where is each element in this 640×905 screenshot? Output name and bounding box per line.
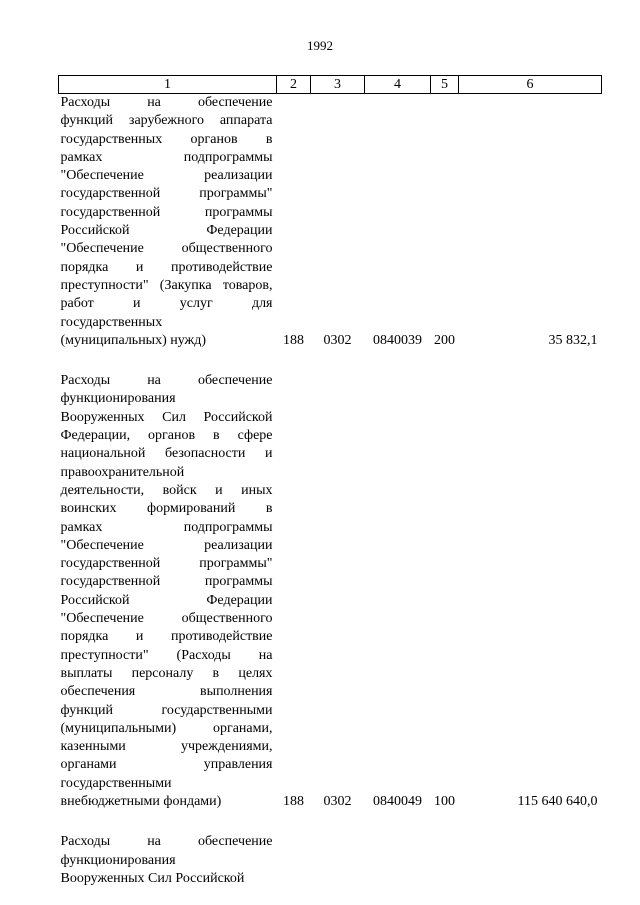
description-line: государственной программы (60, 204, 273, 220)
target-article-code (365, 833, 431, 888)
description-line: (муниципальных) нужд) (60, 332, 207, 348)
description-line: функционирования (60, 852, 176, 868)
expense-description (59, 833, 277, 888)
description-line: государственных (60, 314, 163, 330)
description-line: государственной программы (60, 574, 273, 590)
description-line: деятельности, войск и иных (60, 482, 273, 498)
amount-value: 115 640 640,0 (517, 793, 598, 809)
column-header-4: 4 (365, 76, 431, 94)
amount-value (459, 833, 602, 888)
target-article-code: 0840049 (373, 793, 422, 809)
description-line: порядка и противодействие (60, 629, 273, 645)
description-line: государственной программы" (60, 556, 273, 572)
description-line: "Обеспечение общественного (60, 241, 273, 257)
description-line: правоохранительной (60, 464, 185, 480)
description-line: Федерации, органов в сфере (60, 428, 273, 444)
description-line: государственными (60, 775, 172, 791)
description-line: (муниципальными) органами, (60, 720, 273, 736)
description-line: порядка и противодействие (60, 259, 273, 275)
description-line: работ и услуг для (60, 296, 273, 312)
description-line: обеспечения выполнения (60, 684, 273, 700)
expense-type-code (431, 833, 459, 888)
description-line: Вооруженных Сил Российской (60, 409, 273, 425)
page-number: 1992 (307, 38, 333, 53)
description-line: функций зарубежного аппарата (60, 113, 273, 129)
description-line: внебюджетными фондами) (60, 793, 222, 809)
description-line: рамках подпрограммы (60, 519, 273, 535)
description-line: органами управления (60, 757, 273, 773)
expense-type-code: 200 (434, 332, 455, 348)
description-line: Расходы на обеспечение (60, 834, 273, 850)
description-line: преступности" (Закупка товаров, (60, 277, 273, 293)
ministry-code: 188 (283, 793, 304, 809)
table-header-row (59, 76, 602, 94)
expense-description (59, 94, 277, 373)
budget-table (58, 75, 602, 888)
description-line: "Обеспечение общественного (60, 611, 273, 627)
table-row (59, 372, 602, 833)
description-line: Российской Федерации (60, 223, 273, 239)
ministry-code (277, 833, 311, 888)
description-line: рамках подпрограммы (60, 149, 273, 165)
description-line: Расходы на обеспечение (60, 95, 273, 110)
description-line: Вооруженных Сил Российской (60, 870, 245, 886)
column-header-3: 3 (311, 76, 365, 94)
section-code: 0302 (323, 793, 352, 809)
column-header-2: 2 (277, 76, 311, 94)
section-code (311, 833, 365, 888)
description-line: "Обеспечение реализации (60, 168, 273, 184)
column-header-5: 5 (431, 76, 459, 94)
ministry-code: 188 (283, 332, 304, 348)
description-line: Российской Федерации (60, 592, 273, 608)
target-article-code: 0840039 (373, 332, 422, 348)
description-line: "Обеспечение реализации (60, 537, 273, 553)
description-line: функций государственными (60, 702, 273, 718)
table-row (59, 833, 602, 888)
expense-type-code: 100 (434, 793, 455, 809)
description-line: воинских формирований в (60, 501, 273, 517)
description-line: государственных органов в (60, 131, 273, 147)
section-code: 0302 (323, 332, 352, 348)
expense-description (59, 372, 277, 833)
description-line: казенными учреждениями, (60, 739, 273, 755)
column-header-1: 1 (59, 76, 277, 94)
budget-table-body (59, 94, 602, 889)
description-line: Расходы на обеспечение (60, 373, 273, 389)
description-line: выплаты персоналу в целях (60, 665, 273, 681)
description-line: национальной безопасности и (60, 446, 273, 462)
amount-value: 35 832,1 (548, 332, 598, 348)
description-line: преступности" (Расходы на (60, 647, 273, 663)
column-header-6: 6 (459, 76, 602, 94)
table-row (59, 94, 602, 373)
description-line: функционирования (60, 391, 176, 407)
description-line: государственной программы" (60, 186, 273, 202)
